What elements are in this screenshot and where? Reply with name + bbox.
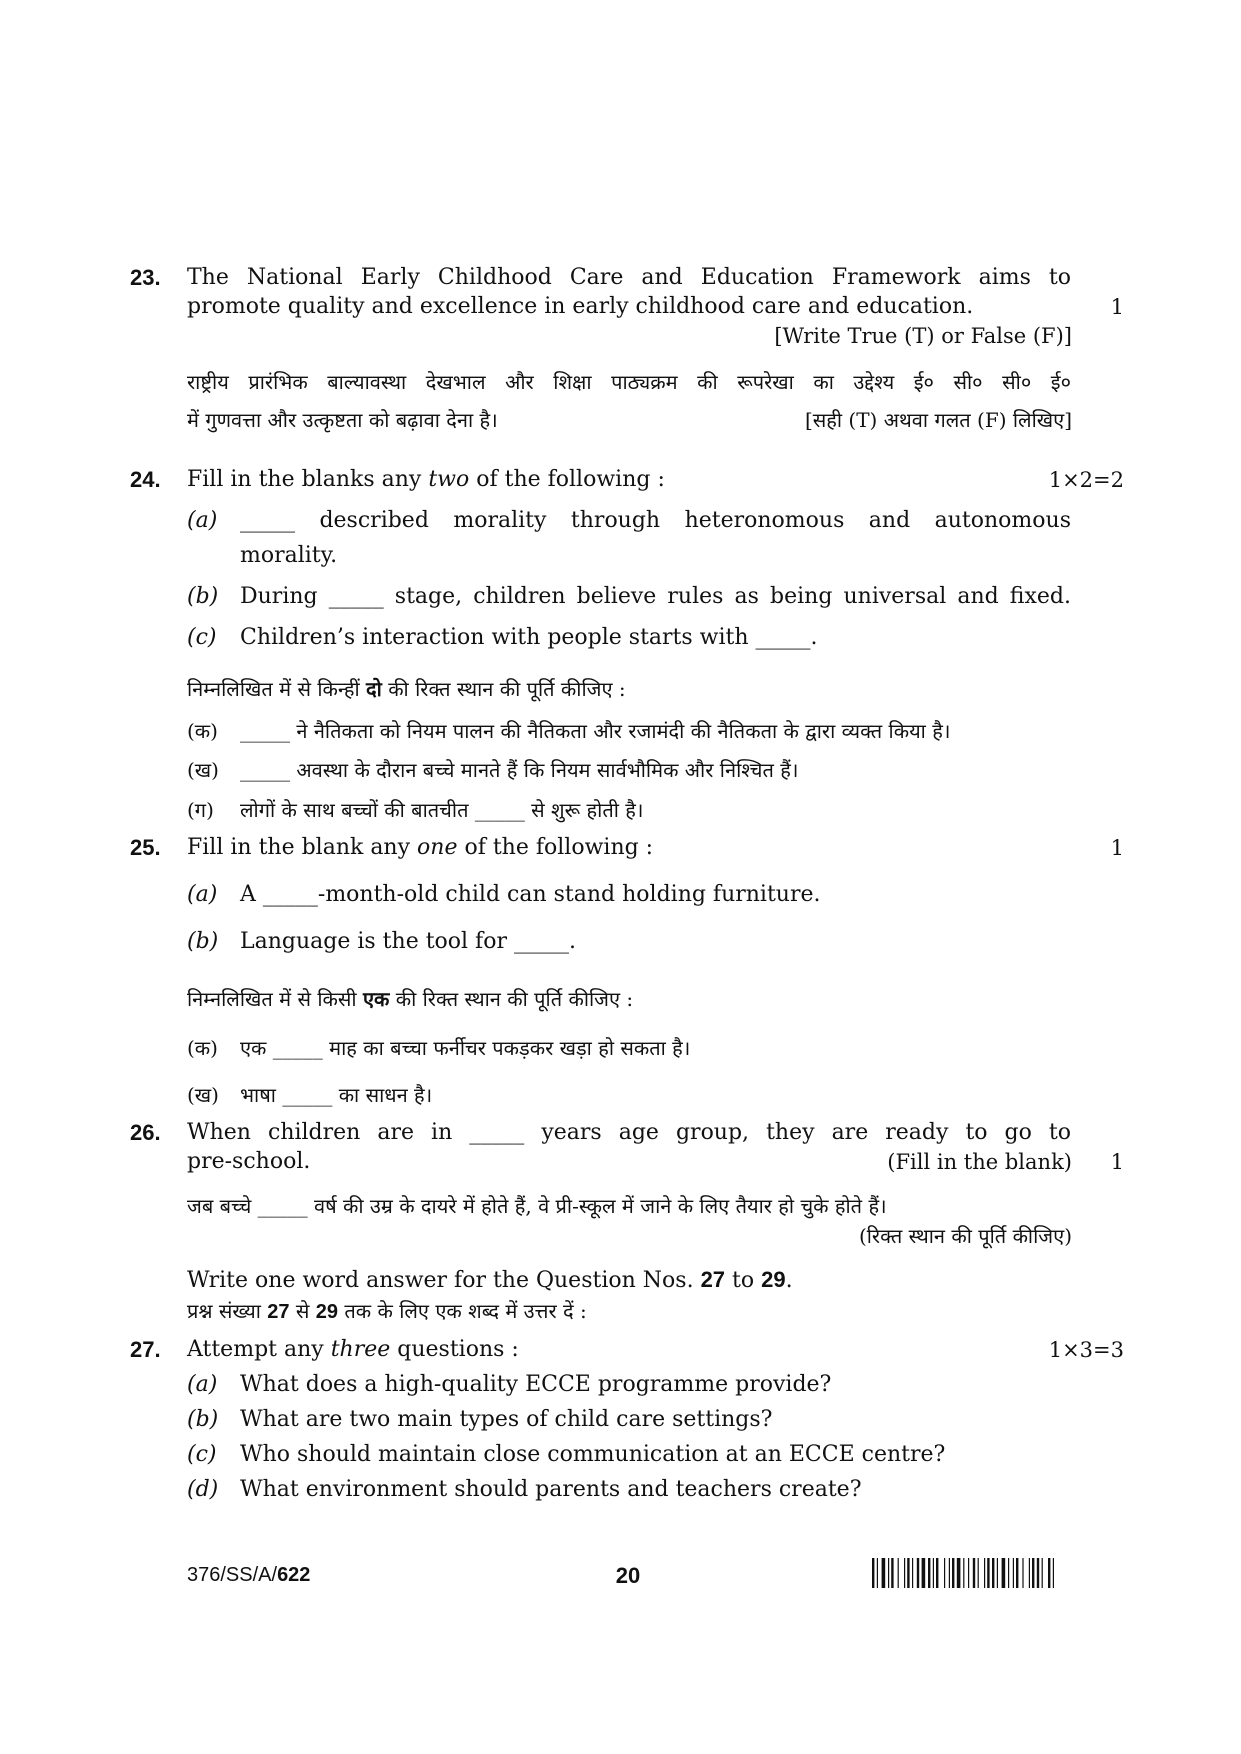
question-24-a-label: (a): [187, 508, 218, 533]
question-24-b-text: During _____ stage, children believe rules as being universal and fixed.: [240, 584, 1071, 609]
question-24-ga-label: (ग): [187, 798, 214, 822]
question-23-line-2: promote quality and excellence in early childhood care and education.: [187, 294, 974, 319]
question-26-line-2: pre-school.: [187, 1149, 311, 1174]
question-27-d-text: What environment should parents and teachers create?: [240, 1477, 862, 1502]
question-24-kha-text: _____ अवस्था के दौरान बच्चे मानते हैं कि नियम सार्वभौमिक और निश्चित हैं।: [240, 758, 799, 782]
question-25-a-text: A _____-month-old child can stand holding furniture.: [240, 882, 821, 907]
question-27-c-text: Who should maintain close communication at an ECCE centre?: [240, 1442, 946, 1467]
question-24-ka-label: (क): [187, 719, 218, 743]
question-24-stem: Fill in the blanks any two of the following :: [187, 467, 665, 492]
question-24-b-label: (b): [187, 584, 219, 609]
question-24-kha-label: (ख): [187, 758, 219, 782]
question-26-hindi-instruction: (रिक्त स्थान की पूर्ति कीजिए): [858, 1224, 1072, 1248]
question-24-number: 24.: [130, 467, 161, 492]
question-25-number: 25.: [130, 835, 161, 860]
question-23-hindi-line-2: में गुणवत्ता और उत्कृष्टता को बढ़ावा देना है।: [187, 408, 498, 432]
question-27-b-text: What are two main types of child care settings?: [240, 1407, 773, 1432]
question-24-hindi-stem: निम्नलिखित में से किन्हीं दो की रिक्त स्थान की पूर्ति कीजिए :: [187, 677, 626, 701]
paper-code: 376/SS/A/622: [187, 1564, 311, 1586]
question-27-stem: Attempt any three questions :: [187, 1337, 519, 1362]
question-25-stem: Fill in the blank any one of the following :: [187, 835, 654, 860]
question-23-number: 23.: [130, 265, 161, 290]
question-25-b-label: (b): [187, 929, 219, 954]
question-23-marks: 1: [1110, 295, 1124, 319]
question-27-a-label: (a): [187, 1372, 218, 1397]
question-25-ka-text: एक _____ माह का बच्चा फर्नीचर पकड़कर खड़ा हो सकता है।: [240, 1036, 691, 1060]
question-26-marks: 1: [1110, 1150, 1124, 1174]
one-word-note-hindi: प्रश्न संख्या 27 से 29 तक के लिए एक शब्द में उत्तर दें :: [187, 1299, 587, 1323]
question-24-ga-text: लोगों के साथ बच्चों की बातचीत _____ से शुरू होती है।: [240, 798, 644, 822]
question-25-kha-label: (ख): [187, 1083, 219, 1107]
question-24-a-line-2: morality.: [240, 543, 338, 568]
question-24-a-line-1: _____ described morality through heteronomous and autonomous: [240, 508, 1071, 533]
question-27-marks: 1×3=3: [1048, 1338, 1124, 1362]
question-27-a-text: What does a high-quality ECCE programme provide?: [240, 1372, 832, 1397]
question-23-hindi-line-1: राष्ट्रीय प्रारंभिक बाल्यावस्था देखभाल और शिक्षा पाठ्यक्रम की रूपरेखा का उद्देश्य ई० सी० सी० ई०: [187, 370, 1071, 394]
question-26-line-1: When children are in _____ years age group, they are ready to go to: [187, 1120, 1071, 1145]
question-27-d-label: (d): [187, 1477, 219, 1502]
question-24-c-label: (c): [187, 625, 217, 650]
question-23-line-1: The National Early Childhood Care and Education Framework aims to: [187, 265, 1071, 290]
question-25-kha-text: भाषा _____ का साधन है।: [240, 1083, 433, 1107]
question-25-b-text: Language is the tool for _____.: [240, 929, 576, 954]
question-26-number: 26.: [130, 1120, 161, 1145]
question-24-c-text: Children’s interaction with people starts with _____.: [240, 625, 818, 650]
question-25-marks: 1: [1110, 836, 1124, 860]
question-25-hindi-stem: निम्नलिखित में से किसी एक की रिक्त स्थान की पूर्ति कीजिए :: [187, 987, 634, 1011]
question-26-hindi-line-1: जब बच्चे _____ वर्ष की उम्र के दायरे में होते हैं, वे प्री-स्कूल में जाने के लिए तैयार हो चुके होते हैं।: [187, 1194, 887, 1218]
question-24-marks: 1×2=2: [1048, 468, 1124, 492]
question-26-instruction: (Fill in the blank): [887, 1150, 1072, 1174]
question-23-hindi-instruction: [सही (T) अथवा गलत (F) लिखिए]: [804, 408, 1072, 432]
question-27-number: 27.: [130, 1337, 161, 1362]
one-word-note-english: Write one word answer for the Question Nos. 27 to 29.: [187, 1267, 793, 1293]
question-25-ka-label: (क): [187, 1036, 218, 1060]
question-23-instruction: [Write True (T) or False (F)]: [774, 324, 1072, 348]
page-number: 20: [615, 1563, 641, 1588]
question-25-a-label: (a): [187, 882, 218, 907]
barcode-icon: [872, 1558, 1132, 1588]
question-24-ka-text: _____ ने नैतिकता को नियम पालन की नैतिकता और रजामंदी की नैतिकता के द्वारा व्यक्त किया है।: [240, 719, 951, 743]
question-27-c-label: (c): [187, 1442, 217, 1467]
question-27-b-label: (b): [187, 1407, 219, 1432]
